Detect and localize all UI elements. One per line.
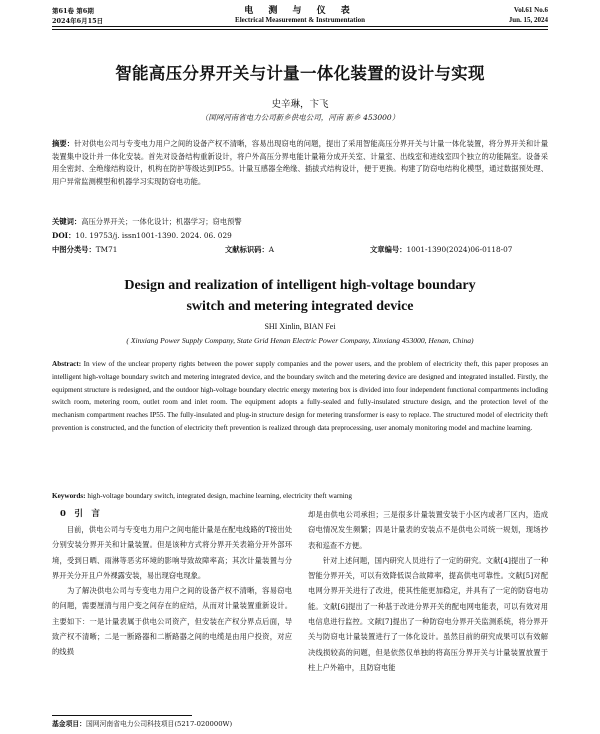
- keywords-cn-text: 高压分界开关；一体化设计；机器学习；窃电预警: [81, 217, 242, 226]
- paper-title-en-line1: Design and realization of intelligent high-voltage boundary: [124, 278, 476, 293]
- doi-line: [52, 230, 548, 243]
- header-date-cn: 2024年6月15日: [52, 17, 104, 25]
- abstract-en: [52, 358, 548, 435]
- affiliation-en: ( Xinxiang Power Supply Company, State Grid Henan Electric Power Company, Xinxiang 453000, Henan, China): [126, 336, 474, 345]
- header-journal-cn: 电 测 与 仪 表: [244, 6, 356, 16]
- paper-title-cn: 智能高压分界开关与计量一体化装置的设计与实现: [115, 64, 485, 83]
- article-no-label: 文章编号：: [370, 245, 407, 254]
- abstract-en-text: In view of the unclear property rights between the power supply companies and the power users, and the problem of electricity theft, this paper proposes an intelligent high-voltage boundary switch and metering integrated device, and the boundary switch and the metering device are designed and integrated installed. Firstly, the equipment structure is redesigned, and the outdoor high-voltage boundary electric energy metering box is divided into four independent functional compartments including switch room, metering room, outlet room and inlet room. The equipment adopts a fully-sealed and fully-insulated structure design, and the protection level of the mechanism compartment reaches IP55. The fully-insulated and plug-in structure design for metering transformer is easy to replace. The structured model of electricity theft prevention is constructed, and the function of electricity theft prevention is realized through data preprocessing, user anomaly monitoring model and machine learning.: [52, 360, 548, 432]
- article-number: [370, 244, 512, 257]
- keywords-cn-label: 关键词：: [52, 217, 82, 226]
- paper-title-en-line2: switch and metering integrated device: [186, 299, 414, 314]
- keywords-en: [52, 490, 548, 503]
- abstract-cn-label: 摘要：: [52, 139, 75, 148]
- header-rule-thin: [52, 29, 548, 30]
- keywords-cn: [52, 216, 548, 229]
- affiliation-cn: （国网河南省电力公司新乡供电公司，河南 新乡 453000）: [200, 113, 400, 122]
- class-label: 中图分类号：: [52, 245, 96, 254]
- section-heading-introduction: 0 引 言: [60, 509, 100, 519]
- left-paragraph-2: 为了解决供电公司与专变电力用户之间的设备产权不清晰，容易窃电的问题，需要厘清与用户变之间存在的症结，从而对计量装置重新设计。主要如下：一是计量表属于供电公司资产，但安装在产权分界点后面，导致产权不清晰；二是一断路器和二断路器之间的电缆是由用户投资，对应的线损: [52, 586, 292, 657]
- header-date-en: Jun. 15, 2024: [508, 16, 548, 24]
- doc-code-label: 文献标识码：: [225, 245, 269, 254]
- class-value: TM71: [95, 245, 118, 254]
- header-volume-en: Vol.61 No.6: [513, 6, 548, 14]
- header-rule: [52, 26, 548, 27]
- body-column-left: [52, 522, 292, 660]
- paper-title-en: [52, 275, 548, 317]
- funding-label: 基金项目：: [52, 720, 86, 728]
- abstract-cn-text: 针对供电公司与专变电力用户之间的设备产权不清晰，容易出现窃电的问题，提出了采用智能高压分界开关与计量一体化装置，将分界开关和计量装置集中设计并一体化安装。首先对设备结构重新设计，将户外高压分界电能计量箱分成开关室、计量室、出线室和进线室四个独立的功能隔室。设备采用全密封、全绝缘结构设计，机构在防护等级达到IP55。计量互感器全绝缘、插拔式结构设计，便于更换。构建了防窃电结构化模型，通过数据预处理、用户异常监测模型和机器学习实现防窃电功能。: [52, 139, 549, 186]
- article-no-value: 1001-1390(2024)06-0118-07: [406, 245, 513, 254]
- funding-text: 国网河南省电力公司科技项目(5217-020000W): [85, 720, 233, 728]
- abstract-en-label: Abstract:: [52, 360, 82, 368]
- doc-code-value: A: [268, 245, 275, 254]
- doi-text: 10. 19753/j. issn1001-1390. 2024. 06. 029: [75, 231, 232, 240]
- header-volume-cn: 第61卷 第6期: [52, 7, 94, 15]
- header-journal-en: Electrical Measurement & Instrumentation: [235, 16, 365, 24]
- body-column-right: [308, 507, 548, 675]
- document-code: [225, 244, 274, 257]
- keywords-en-label: Keywords:: [52, 492, 86, 500]
- footnote-rule: [52, 715, 192, 716]
- authors-cn: 史辛琳，卞飞: [271, 99, 329, 110]
- abstract-cn: [52, 138, 548, 188]
- keywords-en-text: high-voltage boundary switch, integrated design, machine learning, electricity theft warning: [87, 492, 352, 500]
- authors-en: SHI Xinlin, BIAN Fei: [264, 322, 336, 331]
- funding-footnote: [52, 718, 232, 728]
- doi-label: DOI：: [52, 231, 76, 240]
- classification-number: [52, 244, 117, 257]
- left-paragraph-1: 目前，供电公司与专变电力用户之间电能计量是在配电线路的T接出处分别安装分界开关和计量装置。但是该种方式将分界开关表箱分开外部环境，受到日晒、雨淋等恶劣环境的影响导致故障率高；其次计量装置与分界开关分开且户外裸露安装，易出现窃电现象。: [52, 525, 292, 580]
- right-paragraph-2: 针对上述问题，国内研究人员进行了一定的研究。文献[4]提出了一种智能分界开关，可以有效降低误合故障率，提高供电可靠性。文献[5]对配电网分界开关进行了改进，使其性能更加稳定，并具有了一定的防窃电功能。文献[6]提出了一种基于改进分界开关的配电网电能表，可以有效对用电信息进行监控。文献[7]提出了一种防窃电分界开关监测系统，将分界开关与防窃电计量装置进行了一体化设计。虽然目前的研究成果可以有效解决线损较高的问题，但是依然仅单独的将高压分界开关与计量装置放置于柱上户外箱中，且防窃电能: [308, 555, 548, 672]
- right-paragraph-1: 却是由供电公司承担；三是很多计量装置安装于小区内或者厂区内，造成窃电情况发生频繁；四是计量表的安装点不是供电公司统一规划，现场抄表和巡查不方便。: [308, 510, 548, 550]
